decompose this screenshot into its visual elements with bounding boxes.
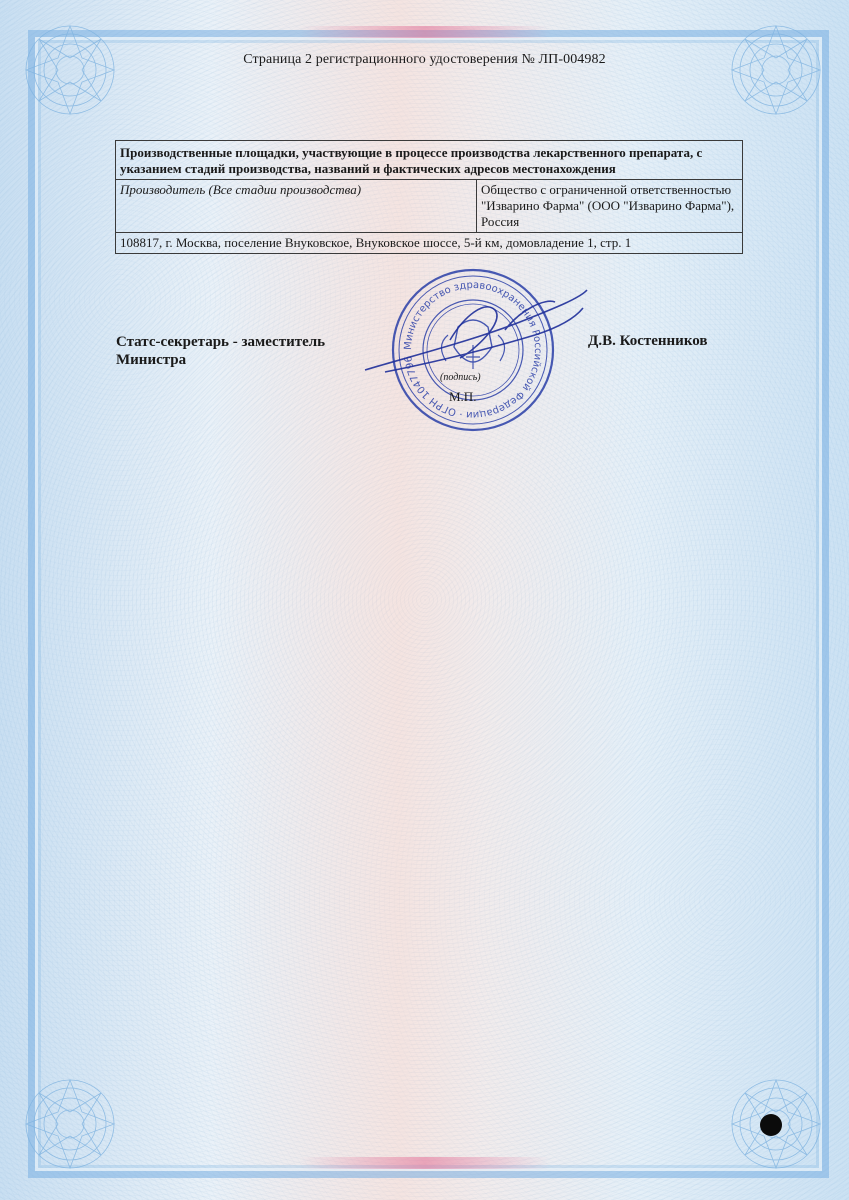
- frame-top-accent: [300, 26, 550, 38]
- binder-hole: [760, 1114, 782, 1136]
- table-row: [116, 180, 743, 233]
- page-title: Страница 2 регистрационного удостоверения № ЛП-004982: [243, 52, 606, 67]
- production-sites-table: [115, 140, 743, 254]
- corner-rosette-top-right: [728, 22, 824, 118]
- signature-caption: (подпись): [440, 372, 481, 383]
- seal-place-label: М.П.: [449, 389, 477, 404]
- producer-role: Производитель (Все стадии производства): [116, 180, 477, 233]
- table-header-row: [116, 141, 743, 180]
- stamp-ring-text: Министерство здравоохранения Российской Федерации · ОГРН 1047796: [402, 279, 544, 421]
- signer-position: Статс-секретарь - заместитель Министра: [116, 334, 326, 368]
- table-heading: Производственные площадки, участвующие в процессе производства лекарственного препарата, с указанием стадий производства, названий и фактических адресов местонахождения: [116, 141, 743, 180]
- corner-rosette-bottom-left: [22, 1076, 118, 1172]
- production-address: 108817, г. Москва, поселение Внуковское, Внуковское шоссе, 5-й км, домовладение 1, стр. 1: [116, 233, 743, 254]
- frame-bottom-accent: [300, 1157, 550, 1169]
- corner-rosette-top-left: [22, 22, 118, 118]
- table-row: [116, 233, 743, 254]
- signer-name: Д.В. Костенников: [588, 333, 708, 349]
- producer-company: Общество с ограниченной ответственностью "Изварино Фарма" (ООО "Изварино Фарма"), Россия: [477, 180, 743, 233]
